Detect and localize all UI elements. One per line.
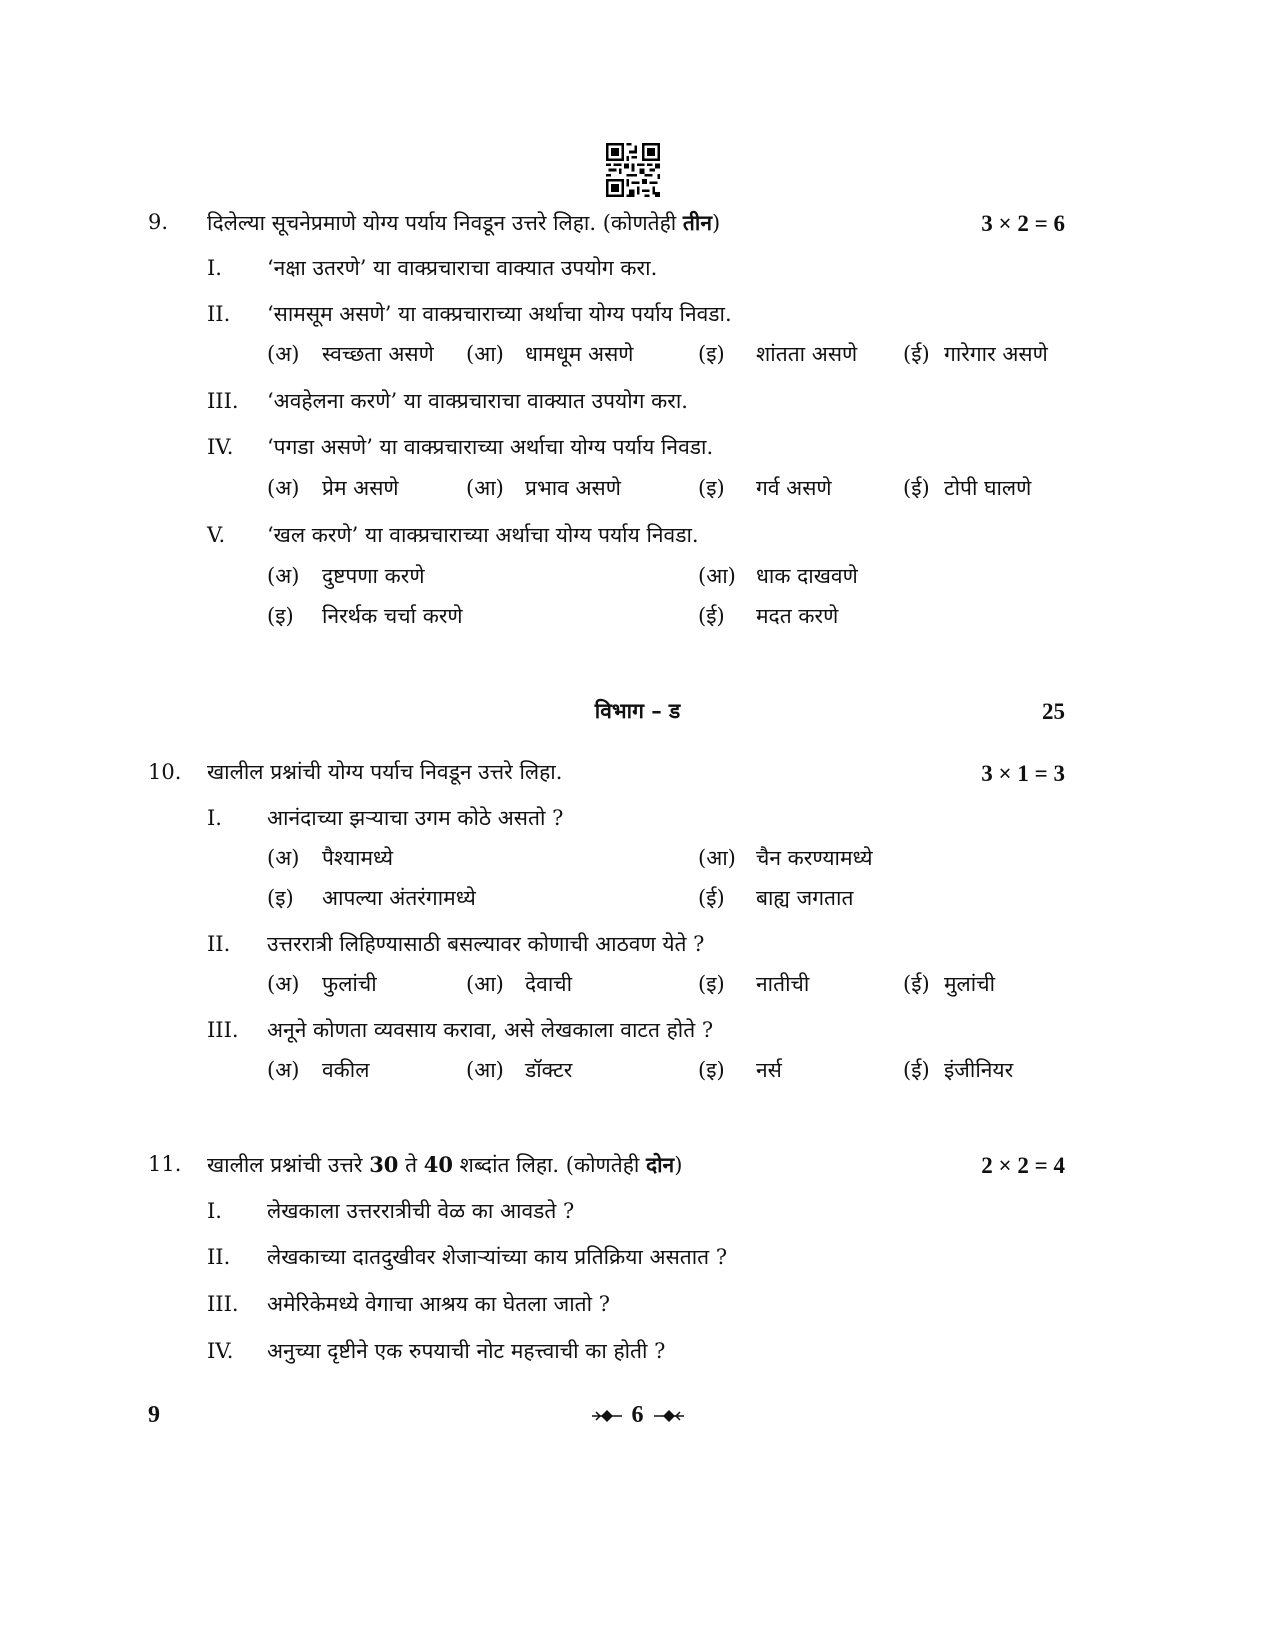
- option-text: चैन करण्यामध्ये: [756, 846, 873, 870]
- option-text: शांतता असणे: [756, 342, 858, 366]
- question-9-text: दिलेल्या सूचनेप्रमाणे योग्य पर्याय निवडून उत्तरे लिहा. (कोणतेही तीन): [207, 210, 721, 235]
- page-number: 6: [631, 1402, 644, 1428]
- option-text: स्वच्छता असणे: [322, 342, 434, 366]
- q11-item-3-roman: III.: [207, 1292, 239, 1316]
- option-text: निरर्थक चर्चा करणे: [322, 604, 463, 628]
- q11-item-2-roman: II.: [207, 1245, 231, 1269]
- question-11-marks: 2 × 2 = 4: [981, 1153, 1065, 1178]
- qr-code-image: [606, 143, 660, 197]
- option-label: (इ): [698, 972, 725, 996]
- option-text: टोपी घालणे: [944, 476, 1032, 500]
- q11-item-4-text: अनुच्या दृष्टीने एक रुपयाची नोट महत्त्वाची का होती ?: [267, 1339, 666, 1363]
- q9-item-3-text: ‘अवहेलना करणे’ या वाक्प्रचाराचा वाक्यात उपयोग करा.: [267, 389, 688, 413]
- option-text: आपल्या अंतरंगामध्ये: [322, 886, 476, 910]
- question-9-marks: 3 × 2 = 6: [981, 211, 1065, 236]
- option-label: (आ): [466, 476, 504, 500]
- q10-item-2-text: उत्तररात्री लिहिण्यासाठी बसल्यावर कोणाची आठवण येते ?: [267, 932, 705, 956]
- ornament-right-icon: [654, 1409, 684, 1423]
- q9-item-4-roman: IV.: [207, 435, 234, 459]
- q10-item-1-text: आनंदाच्या झऱ्याचा उगम कोठे असतो ?: [267, 806, 564, 830]
- q9-item-2-roman: II.: [207, 302, 231, 326]
- option-text: प्रभाव असणे: [525, 476, 621, 500]
- q10-item-1-roman: I.: [207, 806, 222, 830]
- option-label: (अ): [267, 476, 300, 500]
- q11-item-2-text: लेखकाच्या दातदुखीवर शेजाऱ्यांच्या काय प्रतिक्रिया असतात ?: [267, 1245, 728, 1269]
- option-text: दुष्टपणा करणे: [322, 564, 425, 588]
- q9-item-5-text: ‘खल करणे’ या वाक्प्रचाराच्या अर्थाचा योग्य पर्याय निवडा.: [267, 523, 699, 547]
- option-label: (आ): [466, 972, 504, 996]
- option-label: (इ): [698, 476, 725, 500]
- q11-item-1-roman: I.: [207, 1199, 222, 1223]
- option-label: (अ): [267, 1058, 300, 1082]
- option-label: (आ): [698, 846, 736, 870]
- q9-item-2-text: ‘सामसूम असणे’ या वाक्प्रचाराच्या अर्थाचा योग्य पर्याय निवडा.: [267, 302, 732, 326]
- question-11-number: 11.: [148, 1152, 182, 1176]
- option-text: धामधूम असणे: [525, 342, 634, 366]
- option-text: नर्स: [756, 1058, 782, 1082]
- option-text: फुलांची: [322, 972, 377, 996]
- section-marks: 25: [1042, 699, 1065, 724]
- q9-item-1-roman: I.: [207, 256, 222, 280]
- q10-item-3-roman: III.: [207, 1018, 239, 1042]
- option-label: (ई): [903, 972, 930, 996]
- q11-item-1-text: लेखकाला उत्तररात्रीची वेळ का आवडते ?: [267, 1199, 575, 1223]
- option-text: नातीची: [756, 972, 810, 996]
- question-9-number: 9.: [148, 210, 169, 234]
- option-label: (आ): [466, 342, 504, 366]
- question-11-text: खालील प्रश्नांची उत्तरे 30 ते 40 शब्दांत लिहा. (कोणतेही दोन): [207, 1152, 683, 1177]
- option-text: इंजीनियर: [944, 1058, 1014, 1082]
- option-label: (अ): [267, 846, 300, 870]
- option-text: डॉक्टर: [525, 1058, 573, 1082]
- q9-item-1-text: ‘नक्षा उतरणे’ या वाक्प्रचाराचा वाक्यात उपयोग करा.: [267, 256, 658, 280]
- option-label: (अ): [267, 972, 300, 996]
- option-text: गर्व असणे: [756, 476, 832, 500]
- option-label: (ई): [698, 604, 725, 628]
- option-label: (अ): [267, 564, 300, 588]
- ornament-left-icon: [592, 1409, 622, 1423]
- q11-item-3-text: अमेरिकेमध्ये वेगाचा आश्रय का घेतला जातो ?: [267, 1292, 610, 1316]
- option-text: मुलांची: [944, 972, 996, 996]
- paper-code: 9: [148, 1402, 160, 1428]
- q10-item-3-text: अनूने कोणता व्यवसाय करावा, असे लेखकाला वाटत होते ?: [267, 1018, 714, 1042]
- option-label: (इ): [267, 604, 294, 628]
- q9-item-3-roman: III.: [207, 389, 239, 413]
- option-text: देवाची: [525, 972, 573, 996]
- option-label: (इ): [267, 886, 294, 910]
- option-label: (आ): [466, 1058, 504, 1082]
- option-text: वकील: [322, 1058, 370, 1082]
- option-text: धाक दाखवणे: [756, 564, 858, 588]
- question-10-marks: 3 × 1 = 3: [981, 761, 1065, 786]
- option-text: बाह्य जगतात: [756, 886, 854, 910]
- option-label: (इ): [698, 342, 725, 366]
- q11-item-4-roman: IV.: [207, 1339, 234, 1363]
- question-10-number: 10.: [148, 760, 182, 784]
- option-label: (ई): [903, 1058, 930, 1082]
- option-label: (ई): [903, 476, 930, 500]
- option-label: (ई): [698, 886, 725, 910]
- option-label: (ई): [903, 342, 930, 366]
- option-label: (आ): [698, 564, 736, 588]
- page-number-footer: [0, 1403, 1275, 1427]
- option-label: (इ): [698, 1058, 725, 1082]
- option-label: (अ): [267, 342, 300, 366]
- option-text: मदत करणे: [756, 604, 839, 628]
- option-text: गारेगार असणे: [944, 342, 1048, 366]
- section-heading: विभाग – ड: [594, 698, 681, 723]
- q9-item-4-text: ‘पगडा असणे’ या वाक्प्रचाराच्या अर्थाचा योग्य पर्याय निवडा.: [267, 435, 714, 459]
- q10-item-2-roman: II.: [207, 932, 231, 956]
- question-10-text: खालील प्रश्नांची योग्य पर्याच निवडून उत्तरे लिहा.: [207, 760, 563, 784]
- option-text: प्रेम असणे: [322, 476, 399, 500]
- option-text: पैश्यामध्ये: [322, 846, 394, 870]
- q9-item-5-roman: V.: [207, 523, 226, 547]
